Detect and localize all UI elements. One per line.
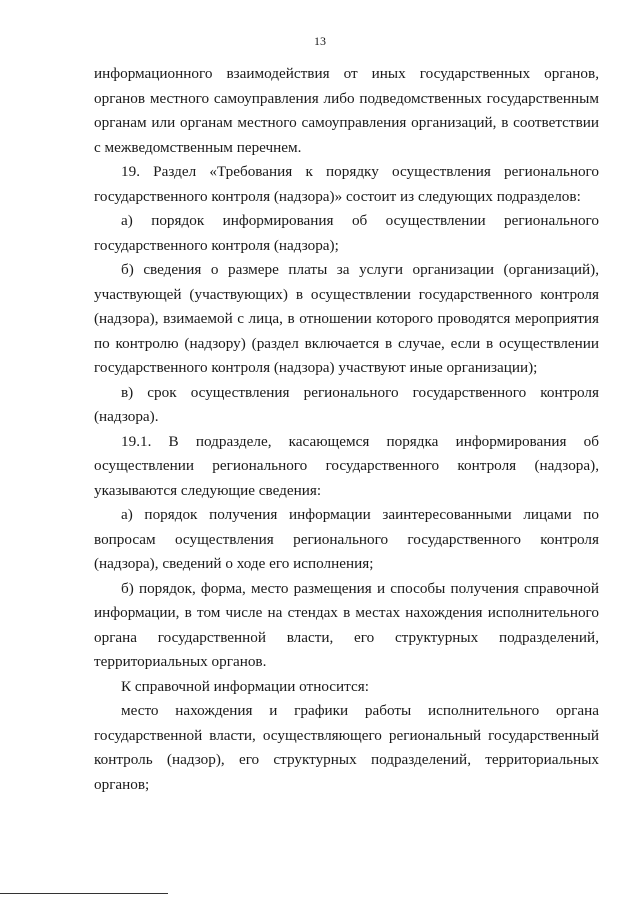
paragraph-continuation: информационного взаимодействия от иных государственных органов, органов местного самоуправления либо подведомственных государственным органам или органам местного самоуправления организаций, в соответствии с межведомственным перечнем. [94, 65, 599, 156]
paragraph-reference-info: К справочной информации относится: [121, 677, 369, 695]
footer-rule [0, 893, 168, 894]
paragraph-section-19: 19. Раздел «Требования к порядку осуществления регионального государственного контроля (надзора)» состоит из следующих подразделов: [94, 163, 599, 205]
document-body [94, 62, 599, 797]
paragraph-section-19-1: 19.1. В подразделе, касающемся порядка информирования об осуществлении регионального государственного контроля (надзора), указываются следующие сведения: [94, 432, 599, 499]
paragraph-item-b: б) сведения о размере платы за услуги организации (организаций), участвующей (участвующих) в осуществлении государственного контроля (надзора), взимаемой с лица, в отношении которого проводятся мероприятия по контролю (надзору) (раздел включается в случае, если в осуществлении государственного контроля (надзора) участвуют иные организации); [94, 261, 599, 376]
paragraph-item-a: а) порядок информирования об осуществлении регионального государственного контроля (надзора); [94, 212, 599, 254]
page-number: 13 [314, 34, 326, 48]
paragraph-item-v: в) срок осуществления регионального государственного контроля (надзора). [94, 383, 599, 425]
paragraph-item-b-2: б) порядок, форма, место размещения и способы получения справочной информации, в том числе на стендах в местах нахождения исполнительного органа государственной власти, его структурных подразделений, территориальных органов. [94, 579, 599, 670]
paragraph-location-schedule: место нахождения и графики работы исполнительного органа государственной власти, осуществляющего региональный государственный контроль (надзор), его структурных подразделений, территориальных органов; [94, 702, 599, 793]
paragraph-item-a-2: а) порядок получения информации заинтересованными лицами по вопросам осуществления регионального государственного контроля (надзора), сведений о ходе его исполнения; [94, 506, 599, 572]
